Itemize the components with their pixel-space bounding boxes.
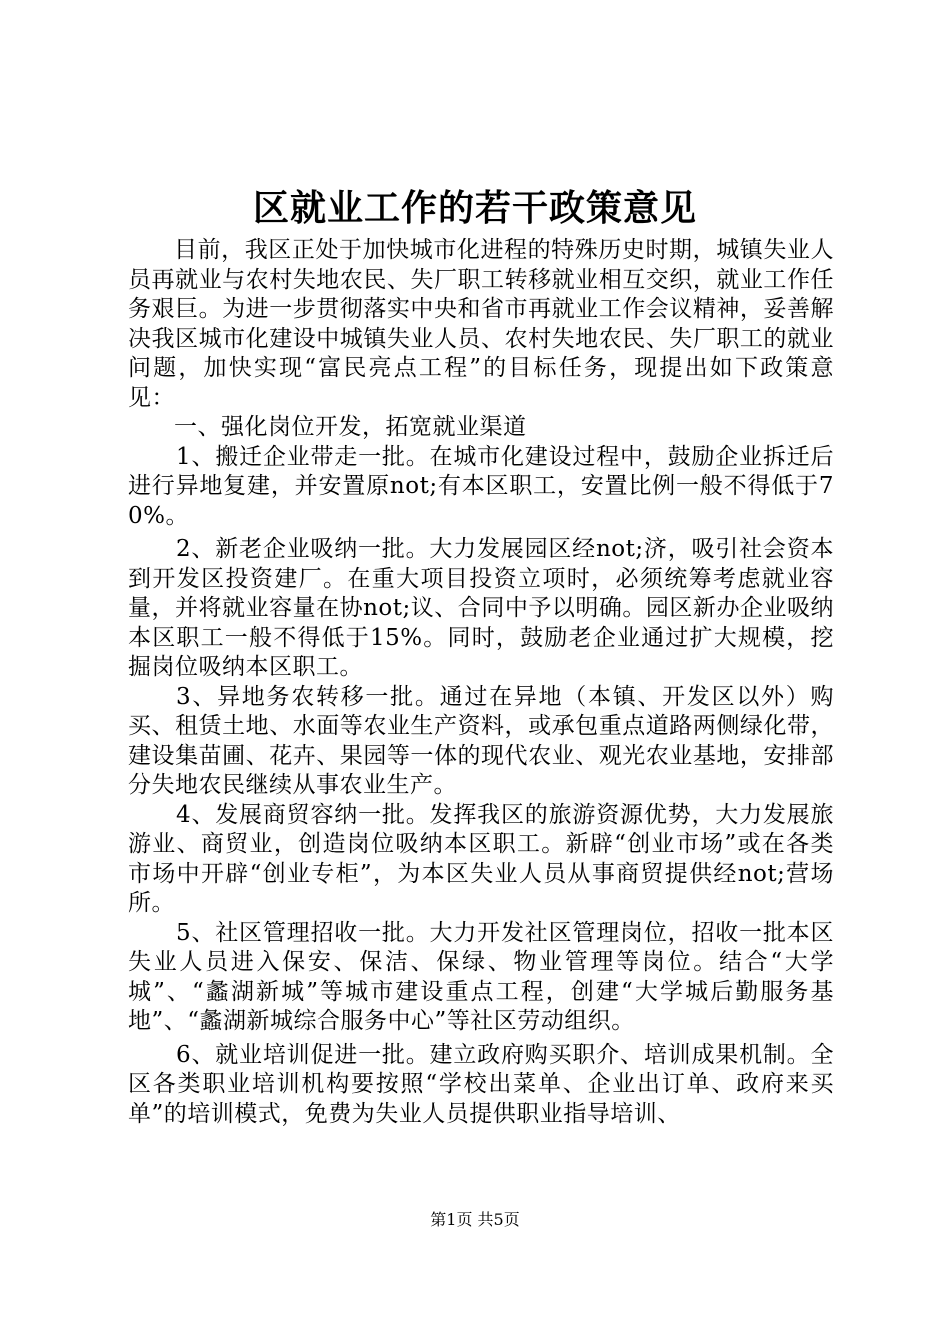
paragraph-item-6: 6、就业培训促进一批。建立政府购买职介、培训成果机制。全区各类职业培训机构要按照“学校出菜单、企业出订单、政府来买单”的培训模式，免费为失业人员提供职业指导培训、 xyxy=(128,1041,834,1127)
paragraph-item-2: 2、新老企业吸纳一批。大力发展园区经not;济，吸引社会资本到开发区投资建厂。在重大项目投资立项时，必须统筹考虑就业容量，并将就业容量在协not;议、合同中予以明确。园区新办企业吸纳本区职工一般不得低于15%。同时，鼓励老企业通过扩大规模，挖掘岗位吸纳本区职工。 xyxy=(128,536,834,680)
paragraph-item-4: 4、发展商贸容纳一批。发挥我区的旅游资源优势，大力发展旅游业、商贸业，创造岗位吸纳本区职工。新辟“创业市场”或在各类市场中开辟“创业专柜”，为本区失业人员从事商贸提供经not;营场所。 xyxy=(128,801,834,916)
paragraph-item-1: 1、搬迁企业带走一批。在城市化建设过程中，鼓励企业拆迁后进行异地复建，并安置原not;有本区职工，安置比例一般不得低于70%。 xyxy=(128,443,834,529)
page-footer: 第1页 共5页 xyxy=(430,1210,520,1229)
paragraph-intro: 目前，我区正处于加快城市化进程的特殊历史时期，城镇失业人员再就业与农村失地农民、失厂职工转移就业相互交织，就业工作任务艰巨。为进一步贯彻落实中央和省市再就业工作会议精神，妥善解决我区城市化建设中城镇失业人员、农村失地农民、失厂职工的就业问题，加快实现“富民亮点工程”的目标任务，现提出如下政策意见： xyxy=(128,237,834,411)
document-body xyxy=(128,236,834,1129)
paragraph-item-5: 5、社区管理招收一批。大力开发社区管理岗位，招收一批本区失业人员进入保安、保洁、保绿、物业管理等岗位。结合“大学城”、“蠡湖新城”等城市建设重点工程，创建“大学城后勤服务基地”、“蠡湖新城综合服务中心”等社区劳动组织。 xyxy=(128,919,834,1034)
section-heading-1: 一、强化岗位开发，拓宽就业渠道 xyxy=(174,414,527,440)
paragraph-item-3: 3、异地务农转移一批。通过在异地（本镇、开发区以外）购买、租赁土地、水面等农业生产资料，或承包重点道路两侧绿化带，建设集苗圃、花卉、果园等一体的现代农业、观光农业基地，安排部分失地农民继续从事农业生产。 xyxy=(128,683,834,798)
document-title: 区就业工作的若干政策意见 xyxy=(252,187,697,229)
